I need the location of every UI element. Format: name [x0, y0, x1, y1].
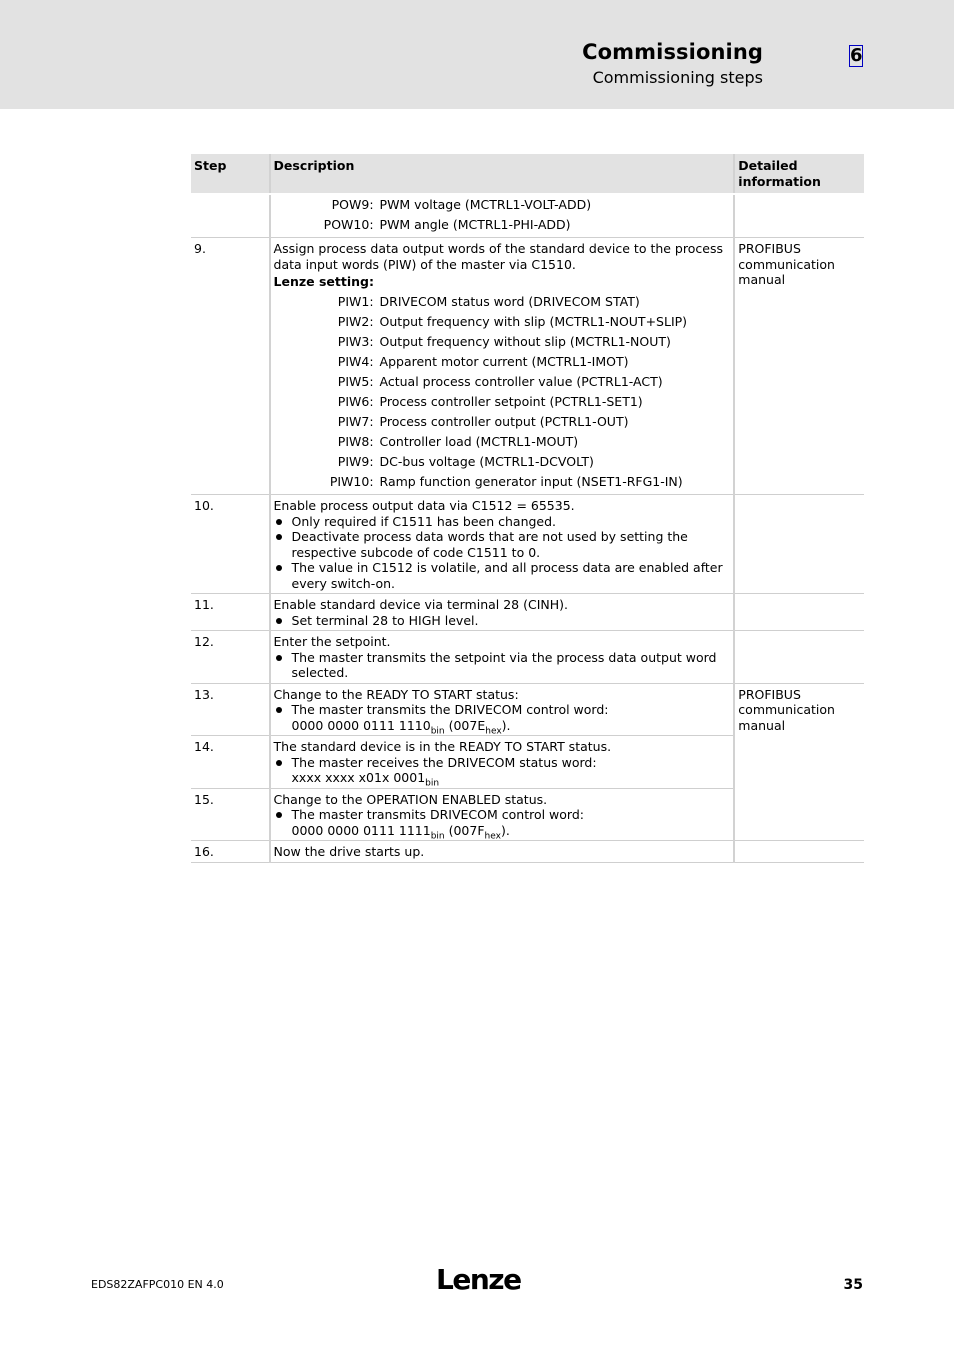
table-row-step-11 — [191, 594, 864, 631]
list-item: PIW2: Output frequency with slip (MCTRL1-NOUT+SLIP) — [337, 314, 688, 329]
bullet-list — [274, 754, 731, 789]
lenze-logo: Lenze — [436, 1263, 521, 1296]
list-item: PIW3: Output frequency without slip (MCTRL1-NOUT) — [337, 334, 671, 349]
bullet-list — [274, 650, 731, 681]
description-cell — [270, 683, 735, 736]
info-cell — [734, 594, 864, 631]
step-number: 10. — [191, 495, 270, 594]
description-cell — [270, 631, 735, 684]
step-number: 11. — [191, 594, 270, 631]
step-text: Change to the OPERATION ENABLED status. — [273, 791, 548, 807]
step-text: Enter the setpoint. — [273, 634, 391, 649]
list-item: PIW7: Process controller output (PCTRL1-OUT) — [337, 414, 629, 429]
control-word-bin: 0000 0000 0111 1110 — [291, 717, 431, 733]
lenze-setting-label: Lenze setting: — [273, 274, 374, 289]
chapter-title: Commissioning — [582, 40, 763, 64]
step-text: The standard device is in the READY TO START status. — [273, 739, 612, 754]
bullet-item: Only required if C1511 has been changed. — [274, 514, 731, 530]
step-cell — [191, 194, 270, 238]
step-number: 16. — [191, 841, 270, 863]
info-cell: PROFIBUS communication manual — [734, 238, 864, 495]
description-cell — [270, 495, 735, 594]
info-cell — [734, 631, 864, 684]
bullet-item: The master transmits DRIVECOM control word: 0000 0000 0111 $1111_{bin}$ $(007F_{hex})$. — [274, 807, 731, 838]
step-number: 9. — [191, 238, 270, 495]
table-row-step-9 — [191, 238, 864, 495]
bullet-list — [274, 613, 731, 629]
info-cell — [734, 194, 864, 238]
step-text: Change to the READY TO START status: — [273, 686, 519, 702]
list-item: PIW10: Ramp function generator input (NSET1-RFG1-IN) — [329, 474, 683, 489]
list-item: PIW6: Process controller setpoint (PCTRL1-SET1) — [337, 394, 643, 409]
table-header-row — [191, 154, 864, 194]
control-word-bin: 0000 0000 0111 1111 — [291, 822, 431, 838]
step-number: 12. — [191, 631, 270, 684]
bullet-item: Deactivate process data words that are not used by setting the respective subcode of code C1511 to 0. — [274, 529, 731, 560]
chapter-number-badge[interactable]: 6 — [850, 45, 863, 66]
list-item: POW9: PWM voltage (MCTRL1-VOLT-ADD) — [331, 197, 592, 212]
description-cell — [270, 788, 735, 841]
step-number: 14. — [191, 736, 270, 789]
bullet-item: The value in C1512 is volatile, and all process data are enabled after every switch-on. — [274, 560, 731, 591]
step-text: Enable standard device via terminal 28 (CINH). — [273, 597, 568, 612]
step-text: Assign process data output words of the standard device to the process data input words (PIW) of the master via C1510. — [273, 241, 723, 272]
step-text: Enable process output data via C1512 = 65535. — [273, 498, 575, 513]
column-header-step: Step — [191, 154, 270, 194]
document-id: EDS82ZAFPC010 EN 4.0 — [91, 1278, 224, 1291]
list-item: PIW9: DC-bus voltage (MCTRL1-DCVOLT) — [337, 454, 594, 469]
step-number: 13. — [191, 683, 270, 736]
table-row-step-10 — [191, 495, 864, 594]
list-item: PIW1: DRIVECOM status word (DRIVECOM STAT) — [337, 294, 640, 309]
description-cell — [270, 736, 735, 789]
description-cell — [270, 594, 735, 631]
step-number: 15. — [191, 788, 270, 841]
bullet-list — [274, 807, 731, 841]
table-row-step-16 — [191, 841, 864, 863]
bullet-item: The master transmits the DRIVECOM control word: 0000 0000 0111 $1110_{bin}$ $(007E_{hex})$. — [274, 702, 731, 733]
table-row-continuation — [191, 194, 864, 238]
info-cell — [734, 841, 864, 863]
section-title: Commissioning steps — [592, 68, 763, 87]
list-item: POW10: PWM angle (MCTRL1-PHI-ADD) — [323, 217, 571, 232]
table-row-step-13 — [191, 683, 864, 736]
description-cell — [270, 238, 735, 495]
page-number: 35 — [843, 1277, 863, 1293]
status-word-bin: xxxx xxxx x01x 0001 — [291, 770, 426, 785]
column-header-detailed-information: Detailed information — [734, 154, 864, 194]
list-item: PIW8: Controller load (MCTRL1-MOUT) — [337, 434, 579, 449]
header-band — [0, 0, 954, 109]
bullet-list — [274, 514, 731, 592]
column-header-description: Description — [270, 154, 735, 194]
commissioning-steps-table — [191, 154, 864, 863]
bullet-item: The master transmits the setpoint via the process data output word selected. — [274, 650, 731, 681]
bullet-item: The master receives the DRIVECOM status word: xxxx xxxx x01x $0001_{bin}$ — [274, 755, 731, 786]
description-cell: Now the drive starts up. — [270, 841, 735, 863]
list-item: PIW5: Actual process controller value (PCTRL1-ACT) — [337, 374, 663, 389]
list-item: PIW4: Apparent motor current (MCTRL1-IMOT) — [337, 354, 629, 369]
description-cell — [270, 194, 735, 238]
info-cell — [734, 495, 864, 594]
info-cell: PROFIBUS communication manual — [734, 683, 864, 841]
table-row-step-12 — [191, 631, 864, 684]
bullet-list — [274, 702, 731, 736]
bullet-item: Set terminal 28 to HIGH level. — [274, 613, 731, 629]
